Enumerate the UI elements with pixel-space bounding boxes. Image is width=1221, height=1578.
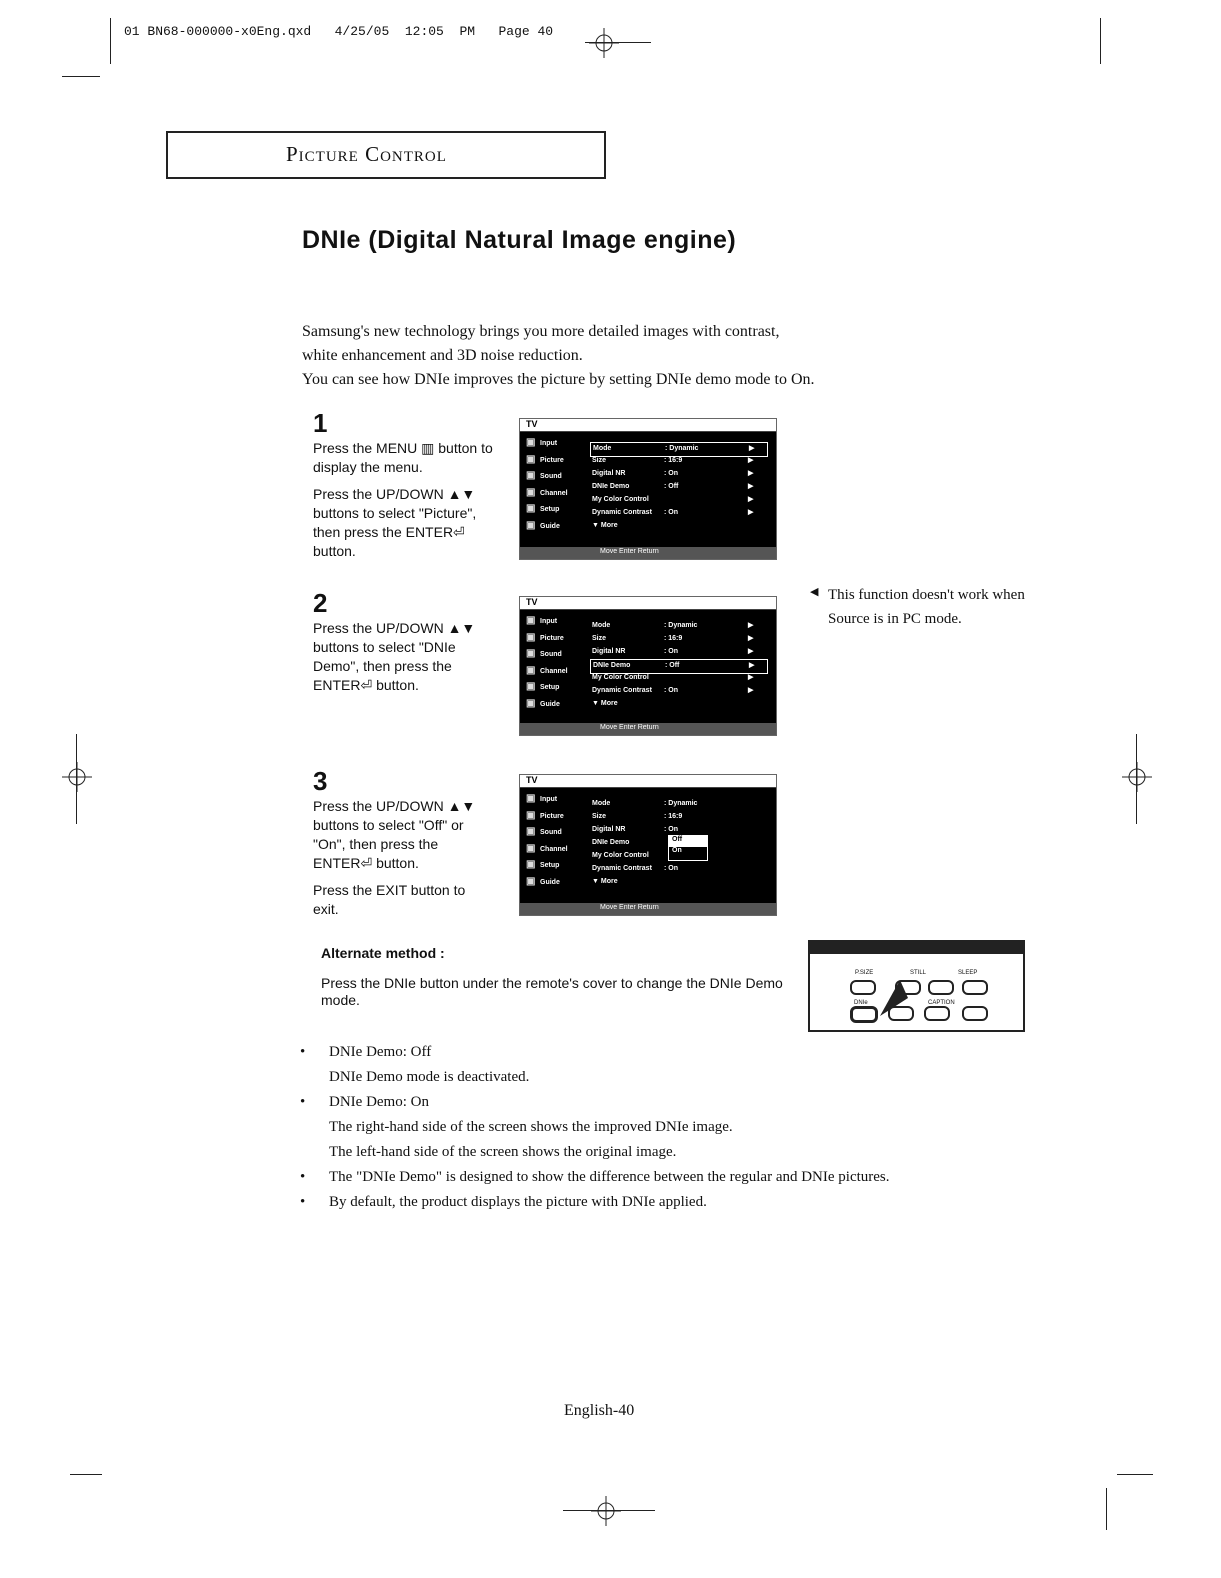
arrow-right-icon: ▶ [748, 496, 754, 503]
section-title-box [166, 131, 606, 179]
tv-menu-screenshot-3 [519, 774, 777, 916]
menu-row [590, 507, 766, 520]
menu-row [590, 698, 766, 711]
menu-row-value: : On [664, 470, 678, 477]
menu-row [590, 646, 766, 659]
menu-row [590, 811, 766, 824]
menu-title: TV [526, 775, 538, 785]
menu-row-value: : On [664, 826, 678, 833]
crop-mark [1136, 734, 1137, 824]
crop-mark [1106, 1488, 1107, 1530]
remote-button [928, 980, 954, 995]
menu-side-item: ▣ Input [526, 615, 578, 632]
menu-side-item: ▣ Input [526, 793, 578, 810]
intro-line: Samsung's new technology brings you more detailed images with contrast, [302, 323, 780, 340]
option-popup [668, 835, 708, 861]
page-title: DNIe (Digital Natural Image engine) [302, 226, 737, 254]
alternate-title: Alternate method : [321, 945, 445, 961]
menu-row-key: Dynamic Contrast [592, 687, 652, 694]
step-number: 2 [313, 588, 328, 618]
step-instruction: Press the UP/DOWN ▲▼ buttons to select "DNIe Demo", then press the ENTER⏎ button. [313, 620, 476, 693]
remote-button-label: CAPTION [928, 1000, 955, 1006]
menu-row [590, 863, 766, 876]
menu-row-key: My Color Control [592, 852, 649, 859]
menu-row-value: : Dynamic [664, 800, 698, 807]
step-text [313, 439, 503, 561]
arrow-right-icon: ▶ [748, 622, 754, 629]
registration-mark-icon [62, 762, 92, 792]
arrow-right-icon: ▶ [749, 445, 755, 452]
menu-row-key: Mode [592, 800, 611, 807]
menu-title: TV [526, 419, 538, 429]
step-3 [313, 766, 493, 927]
step-text [313, 797, 493, 919]
crop-mark [76, 734, 77, 824]
menu-row [590, 876, 766, 889]
menu-row [590, 672, 766, 685]
bullet-item: • DNIe Demo: On [300, 1090, 890, 1115]
menu-row-key: DNIe Demo [592, 839, 630, 846]
menu-row-value: : On [664, 865, 678, 872]
menu-side-item: ▣ Picture [526, 454, 578, 471]
remote-button-label: STILL [910, 970, 927, 976]
menu-row-value: : Off [665, 662, 680, 669]
menu-row-key: Digital NR [592, 826, 626, 833]
bullet-list [300, 1040, 890, 1215]
option-on: On [672, 847, 682, 854]
note-line: This function doesn't work when [828, 587, 1025, 603]
remote-button-label: SLEEP [958, 970, 978, 976]
menu-sidebar [526, 793, 578, 892]
side-note [828, 583, 1025, 631]
menu-side-item: ▣ Sound [526, 470, 578, 487]
page-footer: English-40 [564, 1402, 635, 1419]
menu-row-value: : On [664, 648, 678, 655]
menu-row-value: : 16:9 [664, 457, 683, 464]
note-line: Source is in PC mode. [828, 611, 962, 627]
menu-row [590, 494, 766, 507]
intro-line: white enhancement and 3D noise reduction. [302, 347, 583, 364]
bullet-detail: The right-hand side of the screen shows the improved DNIe image. [329, 1119, 733, 1135]
arrow-right-icon: ▶ [748, 635, 754, 642]
menu-row-value: : Dynamic [664, 622, 698, 629]
registration-mark-icon [589, 28, 619, 58]
remote-button-label: P.SIZE [855, 970, 874, 976]
menu-row-value: : Dynamic [665, 445, 699, 452]
menu-row-key: DNIe Demo [593, 662, 631, 669]
crop-mark [1117, 1474, 1153, 1475]
step-1 [313, 408, 503, 569]
menu-side-item: ▣ Setup [526, 681, 578, 698]
arrow-right-icon: ▶ [748, 470, 754, 477]
remote-button [962, 980, 988, 995]
alternate-text: Press the DNIe button under the remote's cover to change the DNIe Demo mode. [321, 975, 783, 1008]
menu-side-item: ▣ Channel [526, 665, 578, 682]
menu-row-key: My Color Control [592, 496, 649, 503]
crop-mark [70, 1474, 102, 1475]
arrow-right-icon: ▶ [748, 509, 754, 516]
registration-mark-icon [591, 1496, 621, 1526]
menu-side-item: ▣ Setup [526, 503, 578, 520]
menu-row [590, 798, 766, 811]
crop-mark [110, 18, 111, 64]
print-header: 01 BN68-000000-x0Eng.qxd 4/25/05 12:05 PM Page 40 [124, 24, 554, 39]
bullet-item: • DNIe Demo: Off [300, 1040, 890, 1065]
arrow-right-icon: ▶ [748, 457, 754, 464]
tv-menu-screenshot-2 [519, 596, 777, 736]
pointer-arrow-icon [870, 978, 920, 1018]
step-number: 3 [313, 766, 328, 796]
step-text [313, 619, 493, 695]
menu-row-key: Digital NR [592, 648, 626, 655]
menu-row-key: ▼ More [592, 700, 618, 707]
menu-footer: Move Enter Return [600, 904, 659, 911]
remote-button [962, 1006, 988, 1021]
menu-row [590, 520, 766, 533]
menu-row [590, 455, 766, 468]
menu-footer: Move Enter Return [600, 724, 659, 731]
menu-row-key: Size [592, 635, 607, 642]
menu-row-value: : Off [664, 483, 679, 490]
menu-side-item: ▣ Picture [526, 810, 578, 827]
menu-row-key: Digital NR [592, 470, 626, 477]
menu-row-key: Mode [593, 445, 612, 452]
menu-row [590, 620, 766, 633]
arrow-right-icon: ▶ [748, 674, 754, 681]
menu-side-item: ▣ Sound [526, 826, 578, 843]
menu-side-item: ▣ Picture [526, 632, 578, 649]
menu-row-value: : 16:9 [664, 635, 683, 642]
arrow-right-icon: ▶ [748, 648, 754, 655]
step-instruction: Press the UP/DOWN ▲▼ buttons to select "Off" or "On", then press the ENTER⏎ button. [313, 798, 476, 871]
bullet-detail: DNIe Demo mode is deactivated. [329, 1069, 530, 1085]
menu-row-value: : On [664, 509, 678, 516]
bullet-item: • By default, the product displays the picture with DNIe applied. [300, 1190, 890, 1215]
step-instruction: Press the MENU ▥ button to display the menu. [313, 440, 493, 475]
menu-row [590, 633, 766, 646]
menu-row-value: : 16:9 [664, 813, 683, 820]
arrow-right-icon: ▶ [748, 483, 754, 490]
menu-row-key: Dynamic Contrast [592, 509, 652, 516]
crop-mark [1100, 18, 1101, 64]
section-title: Picture Control [286, 142, 447, 166]
step-2 [313, 588, 493, 703]
menu-title: TV [526, 597, 538, 607]
alternate-method [321, 945, 796, 1009]
step-number: 1 [313, 408, 328, 438]
menu-sidebar [526, 615, 578, 714]
registration-mark-icon [1122, 762, 1152, 792]
menu-side-item: ▣ Input [526, 437, 578, 454]
step-instruction: Press the EXIT button to exit. [313, 882, 466, 917]
tv-menu-screenshot-1 [519, 418, 777, 560]
menu-side-item: ▣ Guide [526, 698, 578, 715]
option-off: Off [669, 836, 707, 847]
menu-row-key: Size [592, 457, 607, 464]
menu-side-item: ▣ Channel [526, 487, 578, 504]
remote-control-illustration [808, 940, 1025, 1032]
intro-paragraph [302, 320, 815, 392]
menu-side-item: ▣ Setup [526, 859, 578, 876]
menu-row [590, 481, 766, 494]
bullet-item: • The "DNIe Demo" is designed to show the difference between the regular and DNIe pictures. [300, 1165, 890, 1190]
remote-top-band [810, 942, 1023, 954]
menu-sidebar [526, 437, 578, 536]
bullet-detail: The left-hand side of the screen shows the original image. [329, 1144, 677, 1160]
menu-side-item: ▣ Guide [526, 520, 578, 537]
note-arrow-icon: ◀ [810, 586, 819, 598]
step-instruction: Press the UP/DOWN ▲▼ buttons to select "Picture", then press the ENTER⏎ button. [313, 486, 477, 559]
crop-mark [62, 76, 100, 77]
menu-row-key: DNIe Demo [592, 483, 630, 490]
menu-side-item: ▣ Guide [526, 876, 578, 893]
arrow-right-icon: ▶ [749, 662, 755, 669]
menu-row-key: My Color Control [592, 674, 649, 681]
arrow-right-icon: ▶ [748, 687, 754, 694]
menu-row-key: ▼ More [592, 522, 618, 529]
intro-line: You can see how DNIe improves the picture by setting DNIe demo mode to On. [302, 371, 815, 388]
remote-button [924, 1006, 950, 1021]
menu-row-key: Dynamic Contrast [592, 865, 652, 872]
menu-side-item: ▣ Channel [526, 843, 578, 860]
menu-footer: Move Enter Return [600, 548, 659, 555]
menu-row-key: ▼ More [592, 878, 618, 885]
menu-row [590, 468, 766, 481]
remote-button-label: DNIe [854, 1000, 868, 1006]
menu-row-key: Size [592, 813, 607, 820]
menu-row-value: : On [664, 687, 678, 694]
menu-side-item: ▣ Sound [526, 648, 578, 665]
menu-row [590, 685, 766, 698]
menu-row-key: Mode [592, 622, 611, 629]
